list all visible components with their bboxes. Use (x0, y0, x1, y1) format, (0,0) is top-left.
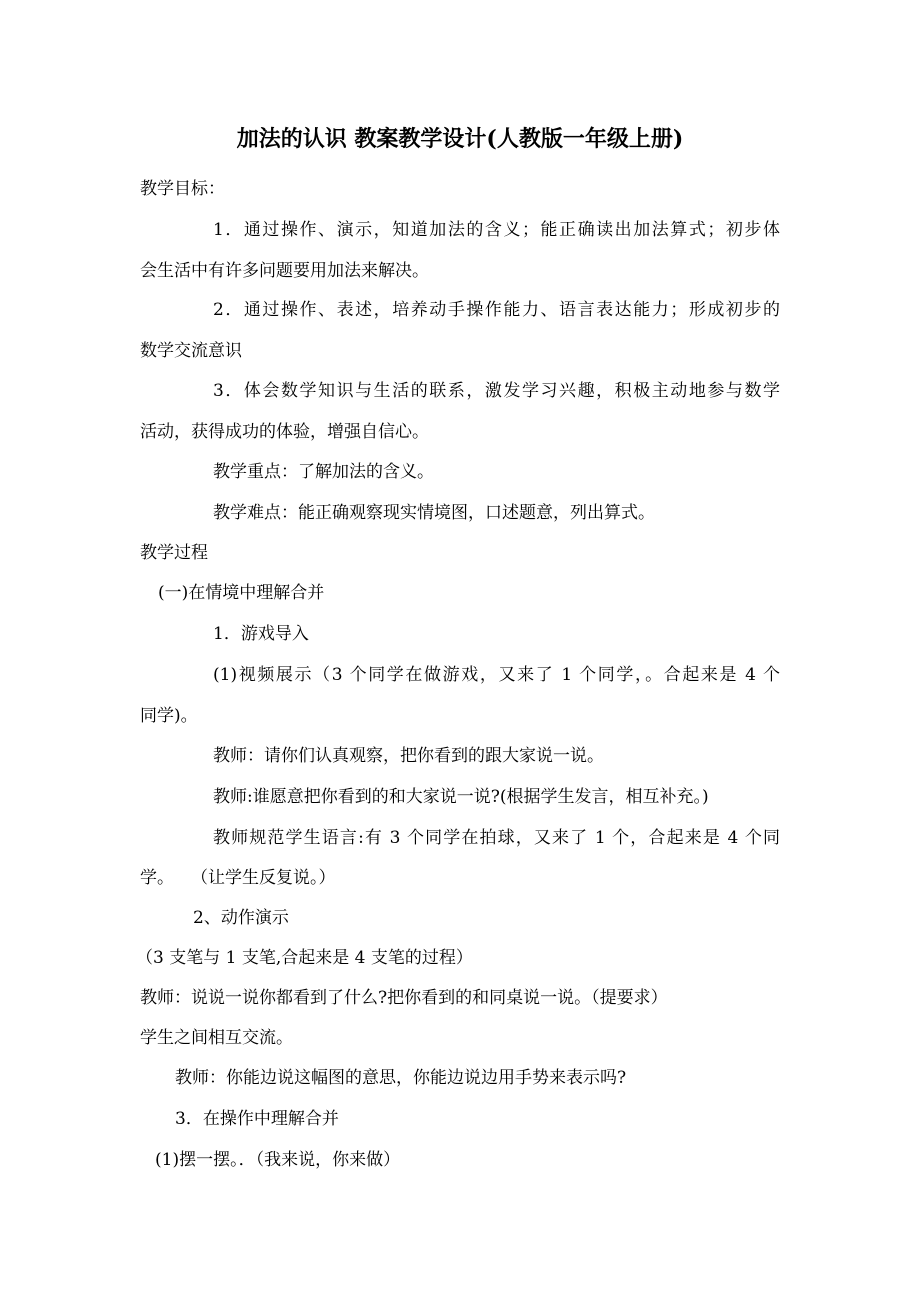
paragraph-line: 同学)。 (140, 706, 198, 726)
paragraph-line: 活动，获得成功的体验，增强自信心。 (140, 422, 429, 442)
document-title: 加法的认识 教案教学设计(人教版一年级上册) (236, 126, 684, 152)
paragraph-line: 会生活中有许多问题要用加法来解决。 (140, 261, 429, 281)
paragraph-line: 教学重点：了解加法的含义。 (213, 462, 434, 482)
paragraph-line: 3．在操作中理解合并 (175, 1109, 339, 1129)
section-heading: 教学目标： (140, 179, 225, 199)
paragraph-line: (一)在情境中理解合并 (158, 583, 325, 603)
paragraph-line: 1．游戏导入 (213, 624, 309, 644)
paragraph-line: 3．体会数学知识与生活的联系，激发学习兴趣，积极主动地参与数学 (213, 381, 780, 401)
paragraph-line: （3 支笔与 1 支笔,合起来是 4 支笔的过程） (136, 948, 473, 968)
paragraph-line: 学生之间相互交流。 (140, 1028, 293, 1048)
paragraph-line: 教师:谁愿意把你看到的和大家说一说?(根据学生发言，相互补充。) (213, 787, 709, 807)
paragraph-line: 数学交流意识 (140, 341, 242, 361)
paragraph-line: (1)视频展示（3 个同学在做游戏，又来了 1 个同学，。合起来是 4 个 (213, 665, 780, 685)
section-heading: 教学过程 (140, 543, 208, 563)
paragraph-line: 教师规范学生语言:有 3 个同学在拍球，又来了 1 个，合起来是 4 个同 (213, 828, 780, 848)
paragraph-line: 学。 （让学生反复说。） (140, 868, 336, 888)
paragraph-line: 教师：请你们认真观察，把你看到的跟大家说一说。 (213, 746, 604, 766)
paragraph-line: 教学难点：能正确观察现实情境图，口述题意，列出算式。 (213, 503, 655, 523)
paragraph-line: (1)摆一摆。．（我来说，你来做） (155, 1150, 401, 1170)
paragraph-line: 教师：说说一说你都看到了什么?把你看到的和同桌说一说。（提要求） (140, 988, 668, 1008)
paragraph-line: 2．通过操作、表述，培养动手操作能力、语言表达能力；形成初步的 (213, 300, 780, 320)
paragraph-line: 2、动作演示 (193, 908, 289, 928)
paragraph-line: 教师：你能边说这幅图的意思，你能边说边用手势来表示吗? (175, 1068, 627, 1088)
paragraph-line: 1．通过操作、演示，知道加法的含义；能正确读出加法算式；初步体 (213, 220, 780, 240)
